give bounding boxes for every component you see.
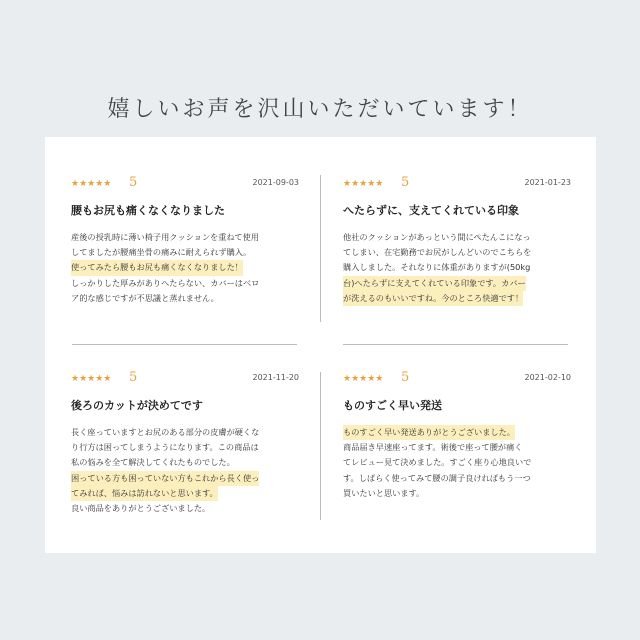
horizontal-divider-left [72, 344, 297, 345]
page-heading: 嬉しいお声を沢山いただいています！ [107, 97, 533, 122]
review-body-line: す。しばらく使ってみて腰の調子良ければもう一つ [343, 472, 531, 483]
review-header [343, 370, 571, 388]
rating-score: 5 [401, 175, 410, 190]
review-body-line: 長く座っていますとお尻のある部分の皮膚が硬くな [71, 427, 260, 437]
review-body-line: しっかりした厚みがありへたらない、カバーはベロ [71, 277, 260, 288]
review-body-line: てみれば、悩みは訪れないと思います。 [71, 486, 218, 501]
review-body-line: が洗えるのもいいですね。今のところ快適です！ [343, 291, 523, 306]
reviews-card [45, 137, 596, 553]
review-title: ものすごく早い発送 [343, 399, 442, 412]
review-date: 2021-09-03 [252, 178, 299, 187]
review-body-line: 良い商品をありがとうございました。 [71, 503, 211, 514]
review-body [343, 425, 571, 501]
review-body-line: 他社のクッションがあっという間にぺたんこになっ [343, 232, 531, 242]
vertical-divider-top [320, 175, 321, 322]
review-body-line: 困っている方も困っていない方もこれから長く使っ [71, 471, 259, 486]
rating-score: 5 [129, 370, 138, 385]
review-title: 後ろのカットが決めてです [71, 399, 203, 412]
review-body-line: てしまい、在宅勤務でお尻がしんどいのでこちらを [343, 247, 532, 258]
review-body-line: 私の悩みを全て解決してくれたものでした。 [71, 457, 235, 468]
star-rating-icon: ★★★★★ [71, 179, 112, 189]
review-body [343, 230, 571, 306]
review-header [71, 175, 299, 193]
review-body [71, 425, 299, 516]
star-rating-icon: ★★★★★ [71, 374, 112, 384]
review-2 [343, 175, 571, 306]
review-body-line: ものすごく早い発送ありがとうございました。 [343, 425, 515, 440]
review-body-line: 購入しました。それなりに体重がありますが(50kg [343, 262, 531, 273]
review-title: 腰もお尻も痛くなくなりました [71, 204, 225, 217]
review-body-line: てレビュー見て決めました。すごく座り心地良いで [343, 457, 532, 468]
rating-score: 5 [129, 175, 138, 190]
review-body-line: 使ってみたら腰もお尻も痛くなくなりました！ [71, 260, 243, 275]
rating-score: 5 [401, 370, 410, 385]
review-header [343, 175, 571, 193]
star-rating-icon: ★★★★★ [343, 374, 384, 384]
review-4 [343, 370, 571, 501]
review-date: 2021-01-23 [524, 178, 571, 187]
review-body-line: 商品届き早速座ってます。術後で座って腰が痛く [343, 442, 523, 453]
review-body-line: ア的な感じですが不思議と蒸れません。 [71, 292, 219, 303]
review-body-line: り行方は困ってしまうようになります。この商品は [71, 442, 259, 453]
review-date: 2021-11-20 [252, 373, 299, 382]
star-rating-icon: ★★★★★ [343, 179, 384, 189]
review-body-line: してましたが腰痛坐骨の痛みに耐えられず購入。 [71, 247, 252, 258]
review-body-line: 産後の授乳時に薄い椅子用クッションを重ねて使用 [71, 232, 259, 242]
review-date: 2021-02-10 [524, 373, 571, 382]
review-body [71, 230, 299, 306]
review-1 [71, 175, 299, 306]
review-header [71, 370, 299, 388]
vertical-divider-bottom [320, 372, 321, 520]
review-title: へたらずに、支えてくれている印象 [343, 204, 519, 217]
review-body-line: 台)へたらずに支えてくれている印象です。カバー [343, 276, 526, 291]
horizontal-divider-right [343, 344, 568, 345]
review-3 [71, 370, 299, 516]
review-body-line: 買いたいと思います。 [343, 487, 425, 498]
